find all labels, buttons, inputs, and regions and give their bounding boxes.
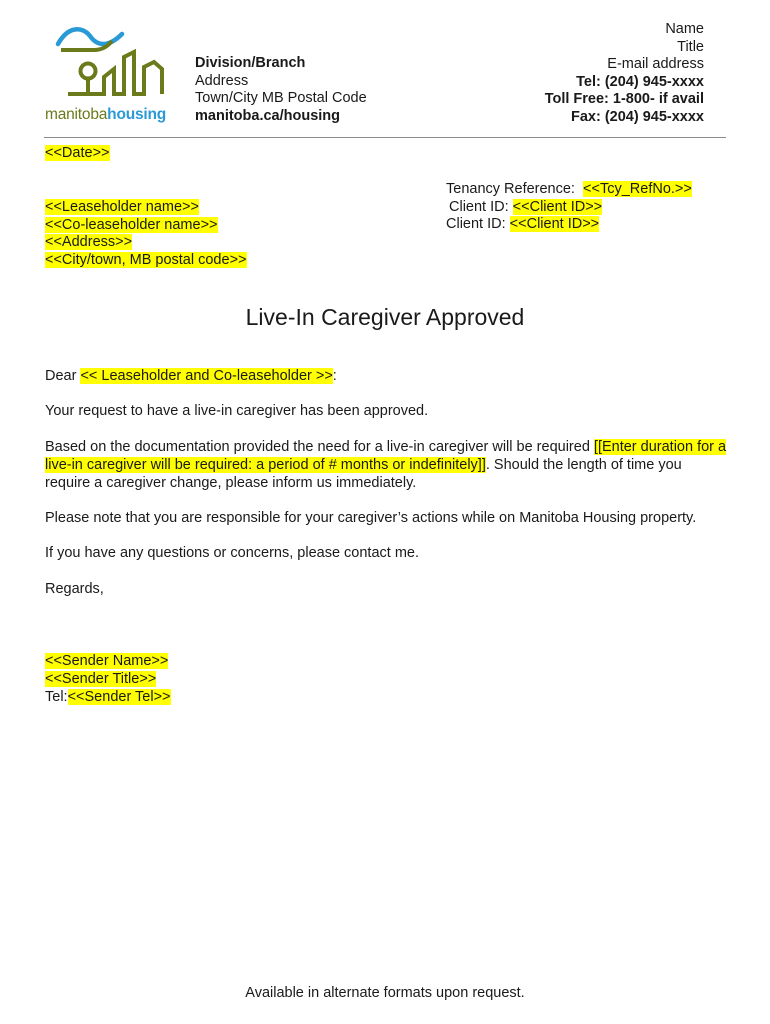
recipient-block (45, 199, 247, 269)
client-id-value: <<Client ID>> (512, 198, 603, 215)
division-website: manitoba.ca/housing (195, 107, 341, 124)
division-name: Division/Branch (195, 55, 306, 71)
sender-block (45, 653, 171, 707)
client-id-value-2: <<Client ID>> (509, 216, 600, 233)
contact-email: E-mail address (607, 56, 704, 73)
sender-title: <<Sender Title>> (45, 670, 157, 687)
sender-tel-label: Tel: (45, 688, 68, 705)
contact-title: Title (677, 38, 704, 55)
logo-wordmark (45, 106, 166, 124)
contact-fax: Fax: (204) 945-xxxx (571, 108, 704, 125)
logo-graphic-icon (44, 24, 168, 106)
salutation-name: << Leaseholder and Co-leaseholder >> (80, 368, 333, 384)
logo-wordmark-housing: housing (107, 106, 167, 123)
letter-title: Live-In Caregiver Approved (245, 304, 525, 330)
recipient-city: <<City/town, MB postal code>> (45, 251, 247, 268)
closing: Regards, (45, 580, 104, 597)
recipient-leaseholder: <<Leaseholder name>> (45, 199, 199, 215)
paragraph-duration (45, 439, 729, 493)
contact-block (545, 21, 704, 127)
sender-tel-value: <<Sender Tel>> (67, 688, 171, 705)
recipient-address: <<Address>> (45, 234, 133, 251)
client-id-label: Client ID: (449, 198, 513, 215)
division-block (195, 55, 367, 125)
contact-toll-free: Toll Free: 1-800- if avail (544, 91, 704, 108)
logo-wordmark-manitoba: manitoba (45, 106, 108, 123)
salutation (45, 368, 729, 386)
letter-body (45, 368, 729, 616)
manitoba-housing-logo (44, 24, 168, 128)
paragraph-responsibility: Please note that you are responsible for your caregiver’s actions while on Manitoba Housing property. (45, 510, 697, 527)
division-city-line: Town/City MB Postal Code (195, 90, 367, 107)
paragraph-contact: If you have any questions or concerns, please contact me. (45, 545, 419, 562)
client-id-label-2: Client ID: (446, 216, 510, 233)
paragraph-duration-end: . Should the length of time you require a caregiver change, please inform us immediately. (45, 456, 682, 491)
contact-name: Name (665, 21, 704, 37)
tenancy-reference-value: <<Tcy_RefNo.>> (583, 181, 692, 197)
salutation-suffix: : (332, 368, 337, 384)
contact-tel: Tel: (204) 945-xxxx (576, 73, 704, 90)
footer-note: Available in alternate formats upon request. (245, 985, 525, 1001)
salutation-prefix: Dear (45, 368, 81, 384)
reference-block (446, 181, 692, 234)
letter-date (45, 145, 110, 161)
recipient-co-leaseholder: <<Co-leaseholder name>> (45, 216, 218, 233)
paragraph-duration-start: Based on the documentation provided the need for a live-in caregiver will be required (45, 438, 594, 455)
sender-name: <<Sender Name>> (45, 653, 169, 669)
date-placeholder: <<Date>> (45, 145, 110, 161)
tenancy-reference-label: Tenancy Reference: (446, 181, 584, 197)
header-divider (44, 137, 726, 138)
duration-placeholder: [[Enter duration for a live-in caregiver will be required: a period of # months or indefinitely]] (45, 438, 727, 473)
paragraph-approval: Your request to have a live-in caregiver has been approved. (45, 403, 429, 420)
division-address: Address (195, 72, 249, 89)
